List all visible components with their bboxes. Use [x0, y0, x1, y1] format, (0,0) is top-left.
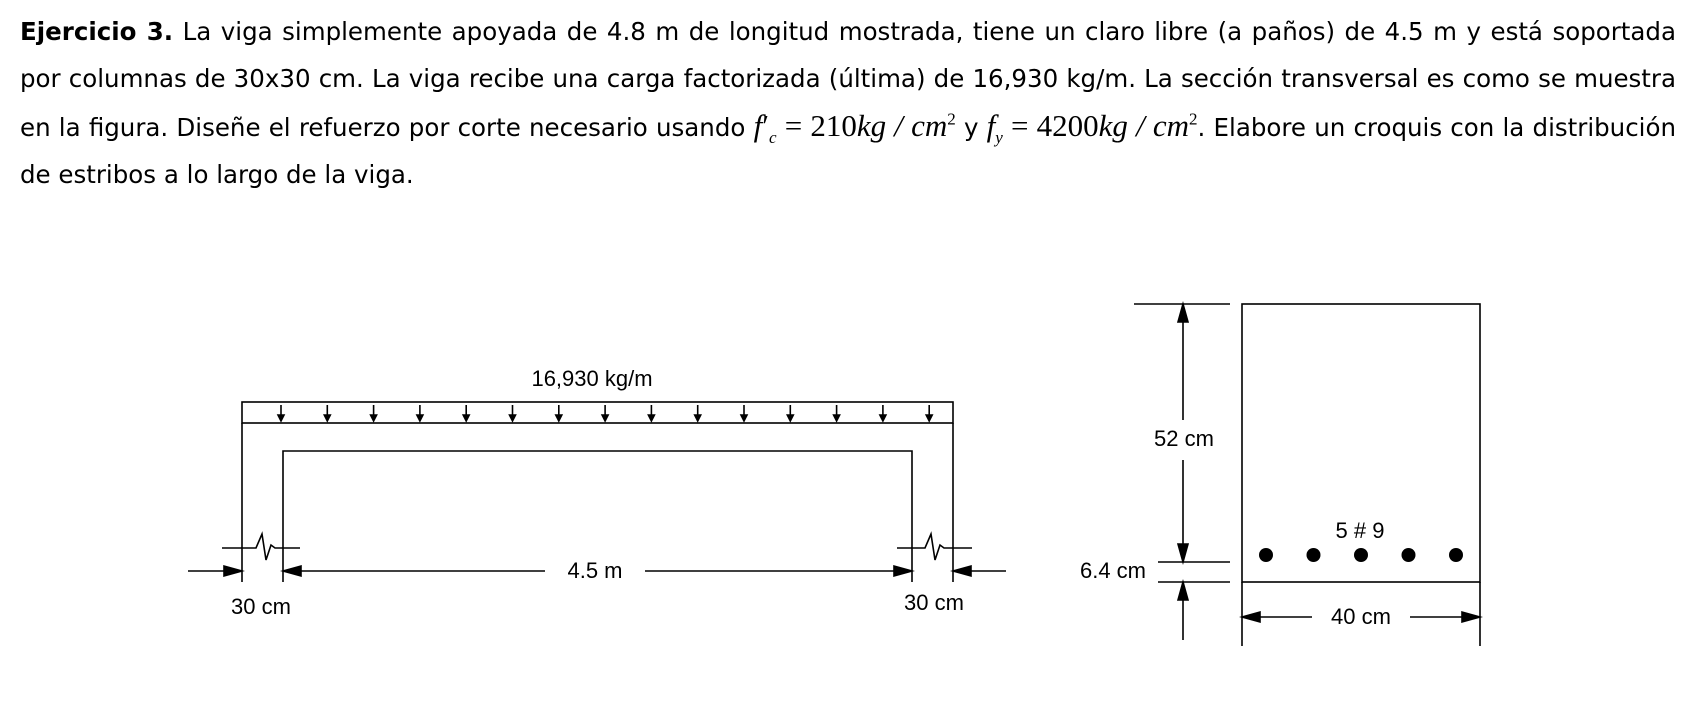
load-arrow-head: [926, 415, 932, 421]
fy-unit: kg / cm: [1098, 108, 1190, 143]
span-label: 4.5 m: [567, 558, 623, 583]
load-arrow-head: [880, 415, 886, 421]
rebar-bars: [1259, 548, 1463, 562]
fy-value: = 4200: [1002, 108, 1099, 143]
fy-subscript: y: [995, 128, 1003, 148]
load-arrow-head: [648, 415, 654, 421]
load-arrow-head: [695, 415, 701, 421]
cover-dimension-arrow: [1178, 582, 1188, 600]
right-column-break-line: [897, 534, 972, 560]
rebar-bar: [1402, 548, 1416, 562]
fc-exponent: 2: [947, 109, 956, 129]
left-column-label: 30 cm: [231, 594, 291, 619]
fy-symbol: f: [986, 108, 996, 143]
load-arrow-head: [324, 415, 330, 421]
fc-prime: ′: [762, 108, 769, 143]
rebar-bar: [1259, 548, 1273, 562]
load-arrow-head: [741, 415, 747, 421]
load-arrow-head: [463, 415, 469, 421]
fc-subscript: c: [768, 128, 777, 148]
load-arrows: [278, 405, 932, 421]
load-arrow-head: [510, 415, 516, 421]
fc-symbol: f: [753, 108, 763, 143]
load-arrow-head: [556, 415, 562, 421]
cross-section-diagram: [1134, 304, 1480, 646]
fy-exponent: 2: [1189, 109, 1198, 129]
load-arrow-head: [417, 415, 423, 421]
right-column-label: 30 cm: [904, 590, 964, 615]
load-arrow-head: [602, 415, 608, 421]
left-column-break-line: [222, 534, 300, 560]
column-outer-edges: [242, 423, 953, 548]
load-arrow-head: [787, 415, 793, 421]
formula-connector: y: [955, 113, 987, 142]
rebar-bar: [1449, 548, 1463, 562]
load-arrow-head: [834, 415, 840, 421]
problem-text-part-2: . Elabore un croquis con la distribución de estribos a lo largo de la viga.: [20, 113, 1676, 189]
load-arrow-head: [278, 415, 284, 421]
width-label: 40 cm: [1331, 604, 1391, 629]
exercise-label: Ejercicio 3.: [20, 17, 174, 46]
rebar-bar: [1354, 548, 1368, 562]
right-column-dimension-arrow: [953, 566, 971, 576]
height-label: 52 cm: [1154, 426, 1214, 451]
load-label: 16,930 kg/m: [531, 366, 653, 391]
bars-label: 5 # 9: [1335, 518, 1385, 543]
beam-soffit-and-column-inner-edges: [283, 451, 912, 548]
cover-label: 6.4 cm: [1079, 558, 1147, 583]
left-column-dimension-arrow: [224, 566, 242, 576]
fc-value: = 210: [776, 108, 857, 143]
problem-text-part-1: La viga simplemente apoyada de 4.8 m de longitud mostrada, tiene un claro libre (a paños) de 4.5 m y está soportada por columnas de 30x30 cm. La viga recibe una carga factorizada (última) de 16,930 kg/m. La sección transversal es como se muestra en la figura. Diseñe el refuerzo por corte necesario usando: [20, 17, 1676, 142]
distributed-load-band: [242, 402, 953, 423]
load-arrow-head: [371, 415, 377, 421]
beam-elevation-diagram: [188, 402, 1006, 582]
rebar-bar: [1307, 548, 1321, 562]
fc-unit: kg / cm: [856, 108, 948, 143]
